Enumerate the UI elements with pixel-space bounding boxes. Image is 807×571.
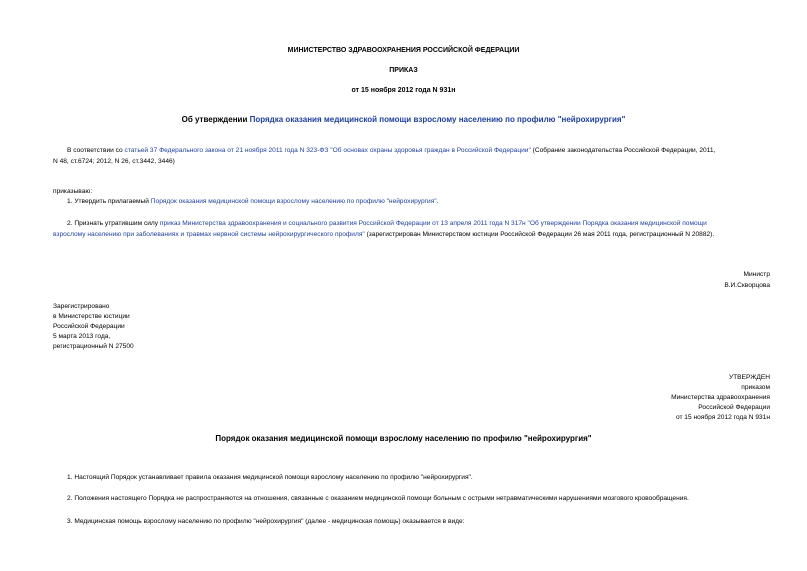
registration-line: Российской Федерации xyxy=(53,323,125,330)
preamble-line-2: N 48, ст.6724; 2012, N 26, ст.3442, 3446) xyxy=(53,158,175,165)
signature-position: Министр xyxy=(743,271,770,278)
approved-line: приказом xyxy=(741,384,770,391)
law-link[interactable]: статьей 37 Федерального закона от 21 ноября 2011 года N 323-ФЗ "Об основах охраны здоровья граждан в Российской Федерации" xyxy=(124,147,531,154)
procedure-paragraph-3: 3. Медицинская помощь взрослому населению по профилю "нейрохирургия" (далее - медицинская помощь) оказывается в виде: xyxy=(67,518,465,525)
order-intro: приказываю: xyxy=(53,188,93,195)
procedure-paragraph-2: 2. Положения настоящего Порядка не распространяются на отношения, связанные с оказанием медицинской помощи больным с острыми нетравматическими нарушениями мозгового кровообращения. xyxy=(67,495,689,502)
approved-line: УТВЕРЖДЕН xyxy=(728,374,770,381)
order-item-2-line-1 xyxy=(67,219,777,229)
order-item-2-prefix: 2. Признать утратившим силу xyxy=(67,220,160,227)
approved-line: Российской Федерации xyxy=(698,404,770,411)
signature-name: В.И.Скворцова xyxy=(724,282,770,289)
order-title-link[interactable]: Порядка оказания медицинской помощи взрослому населению по профилю "нейрохирургия" xyxy=(249,115,626,124)
registration-line: Зарегистрировано xyxy=(53,303,110,310)
approved-line: Министерства здравоохранения xyxy=(671,394,770,401)
order-item-2-suffix: (зарегистрирован Министерством юстиции Российской Федерации 26 мая 2011 года, регистрационный N 20882). xyxy=(364,231,715,238)
order-item-2-line-2 xyxy=(53,230,714,240)
order-item-1 xyxy=(67,197,439,207)
procedure-link[interactable]: Порядок оказания медицинской помощи взрослому населению по профилю "нейрохирургия" xyxy=(150,198,437,205)
order-date-number: от 15 ноября 2012 года N 931н xyxy=(351,87,456,94)
procedure-title: Порядок оказания медицинской помощи взрослому населению по профилю "нейрохирургия" xyxy=(215,434,592,443)
doc-type-heading: ПРИКАЗ xyxy=(389,67,418,74)
order-title-prefix: Об утверждении xyxy=(181,115,250,124)
order-title xyxy=(0,115,807,125)
order-item-1-suffix: . xyxy=(436,198,439,205)
registration-block xyxy=(53,302,134,352)
preamble-text-1: В соответствии со xyxy=(67,147,125,154)
revoked-order-link-a[interactable]: приказ Министерства здравоохранения и социального развития Российской Федерации от 13 апреля 2011 года N 317н "Об утверждении Порядка оказания медицинской помощи xyxy=(159,220,707,227)
registration-line: 5 марта 2013 года, xyxy=(53,333,111,340)
approved-block xyxy=(671,373,770,423)
preamble-line-1 xyxy=(67,146,777,156)
procedure-paragraph-1: 1. Настоящий Порядок устанавливает правила оказания медицинской помощи взрослому населению по профилю "нейрохирургия". xyxy=(67,474,473,481)
registration-line: регистрационный N 27500 xyxy=(53,343,134,350)
approved-line: от 15 ноября 2012 года N 931н xyxy=(675,414,770,421)
registration-line: в Министерстве юстиции xyxy=(53,313,130,320)
order-item-1-prefix: 1. Утвердить прилагаемый xyxy=(67,198,151,205)
revoked-order-link-b[interactable]: взрослому населению при заболеваниях и травмах нервной системы нейрохирургического профиля" xyxy=(53,231,365,238)
ministry-heading: МИНИСТЕРСТВО ЗДРАВООХРАНЕНИЯ РОССИЙСКОЙ ФЕДЕРАЦИИ xyxy=(287,47,520,54)
preamble-text-2: (Собрание законодательства Российской Федерации, 2011, xyxy=(530,147,716,154)
